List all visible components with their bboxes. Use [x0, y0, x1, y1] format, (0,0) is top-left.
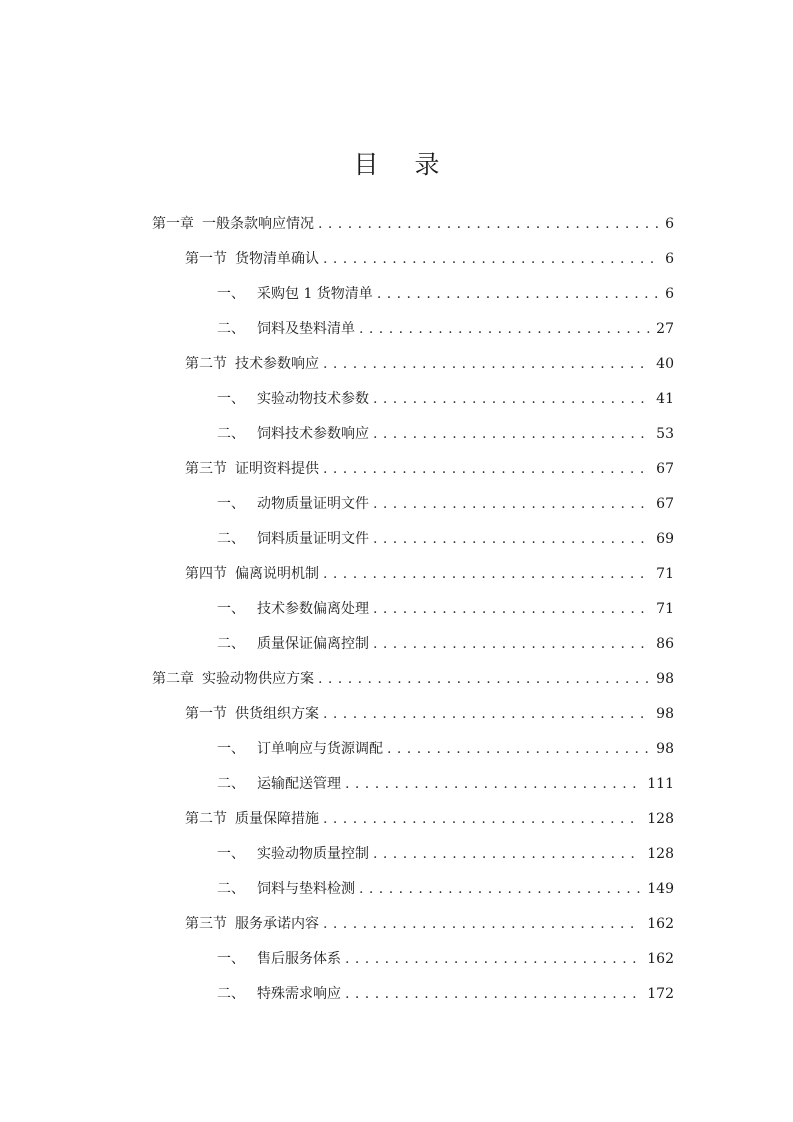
dot-leader [323, 461, 650, 477]
toc-entry-number: 二、 [217, 426, 245, 442]
dot-leader [345, 986, 641, 1002]
toc-entry-subsection[interactable] [217, 738, 674, 762]
toc-entry-subsection[interactable] [217, 493, 674, 517]
page-title: 目 录 [353, 150, 454, 179]
toc-entry-page: 27 [656, 321, 674, 337]
toc-entry-text: 一般条款响应情况 [202, 216, 314, 232]
toc-entry-section[interactable] [185, 353, 674, 377]
toc-entry-number: 二、 [217, 776, 245, 792]
toc-entry-text: 运输配送管理 [257, 776, 341, 792]
toc-entry-page: 98 [656, 671, 674, 687]
toc-entry-subsection[interactable] [217, 283, 674, 307]
toc-entry-page: 162 [647, 951, 674, 967]
toc-entry-number: 一、 [217, 391, 245, 407]
toc-entry-text: 服务承诺内容 [235, 916, 319, 932]
toc-entry-text: 饲料与垫料检测 [257, 881, 355, 897]
toc-entry-subsection[interactable] [217, 773, 674, 797]
toc-entry-text: 饲料及垫料清单 [257, 321, 355, 337]
toc-entry-number: 二、 [217, 321, 245, 337]
dot-leader [323, 356, 650, 372]
toc-entry-text: 货物清单确认 [235, 251, 319, 267]
toc-entry-subsection[interactable] [217, 948, 674, 972]
dot-leader [323, 916, 641, 932]
toc-entry-text: 动物质量证明文件 [257, 496, 369, 512]
toc-entry-text: 质量保证偏离控制 [257, 636, 369, 652]
toc-entry-page: 71 [656, 601, 674, 617]
dot-leader [359, 321, 650, 337]
toc-entry-number: 一、 [217, 741, 245, 757]
toc-entry-page: 6 [665, 251, 674, 267]
toc-entry-text: 饲料技术参数响应 [257, 426, 369, 442]
toc-entry-section[interactable] [185, 703, 674, 727]
toc-entry-number: 二、 [217, 636, 245, 652]
toc-entry-page: 53 [656, 426, 674, 442]
dot-leader [387, 741, 650, 757]
toc-entry-page: 128 [647, 811, 674, 827]
toc-entry-number: 第二章 [152, 671, 194, 687]
toc-entry-number: 第一章 [152, 216, 194, 232]
toc-entry-section[interactable] [185, 913, 674, 937]
toc-entry-page: 71 [656, 566, 674, 582]
toc-entry-page: 98 [656, 706, 674, 722]
toc-entry-section[interactable] [185, 458, 674, 482]
dot-leader [373, 636, 650, 652]
toc-entry-text: 采购包 1 货物清单 [257, 286, 373, 302]
dot-leader [373, 601, 650, 617]
toc-entry-number: 一、 [217, 601, 245, 617]
toc-entry-subsection[interactable] [217, 388, 674, 412]
toc-entry-page: 67 [656, 461, 674, 477]
toc-entry-page: 172 [647, 986, 674, 1002]
toc-entry-page: 41 [656, 391, 674, 407]
toc-entry-text: 偏离说明机制 [235, 566, 319, 582]
toc-entry-text: 供货组织方案 [235, 706, 319, 722]
toc-entry-number: 第三节 [185, 461, 227, 477]
toc-entry-subsection[interactable] [217, 423, 674, 447]
toc-entry-page: 6 [665, 286, 674, 302]
toc-entry-text: 技术参数响应 [235, 356, 319, 372]
toc-entry-number: 第一节 [185, 251, 227, 267]
toc-entry-text: 实验动物技术参数 [257, 391, 369, 407]
toc-entry-chapter-1[interactable] [152, 213, 674, 237]
toc-entry-page: 162 [647, 916, 674, 932]
toc-entry-text: 证明资料提供 [235, 461, 319, 477]
dot-leader [323, 706, 650, 722]
toc-entry-number: 二、 [217, 986, 245, 1002]
dot-leader [373, 391, 650, 407]
toc-entry-number: 第三节 [185, 916, 227, 932]
toc-entry-chapter-2[interactable] [152, 668, 674, 692]
toc-entry-number: 第二节 [185, 811, 227, 827]
toc-entry-number: 一、 [217, 496, 245, 512]
toc-entry-subsection[interactable] [217, 983, 674, 1007]
toc-entry-page: 86 [656, 636, 674, 652]
dot-leader [373, 531, 650, 547]
toc-entry-subsection[interactable] [217, 318, 674, 342]
toc-entry-number: 一、 [217, 846, 245, 862]
toc-entry-section[interactable] [185, 248, 674, 272]
dot-leader [345, 776, 641, 792]
toc-entry-number: 第二节 [185, 356, 227, 372]
toc-entry-text: 售后服务体系 [257, 951, 341, 967]
toc-entry-subsection[interactable] [217, 598, 674, 622]
toc-entry-subsection[interactable] [217, 633, 674, 657]
toc-entry-text: 实验动物质量控制 [257, 846, 369, 862]
toc-entry-text: 技术参数偏离处理 [257, 601, 369, 617]
toc-entry-page: 6 [665, 216, 674, 232]
toc-entry-number: 一、 [217, 286, 245, 302]
toc-entry-page: 149 [647, 881, 674, 897]
toc-entry-page: 67 [656, 496, 674, 512]
toc-entry-subsection[interactable] [217, 843, 674, 867]
toc-entry-section[interactable] [185, 808, 674, 832]
dot-leader [318, 216, 659, 232]
toc-entry-text: 订单响应与货源调配 [257, 741, 383, 757]
dot-leader [373, 426, 650, 442]
toc-entry-section[interactable] [185, 563, 674, 587]
dot-leader [323, 811, 641, 827]
toc-entry-subsection[interactable] [217, 528, 674, 552]
toc-entry-number: 二、 [217, 881, 245, 897]
toc-entry-text: 特殊需求响应 [257, 986, 341, 1002]
toc-entry-text: 实验动物供应方案 [202, 671, 314, 687]
toc-entry-page: 69 [656, 531, 674, 547]
dot-leader [318, 671, 650, 687]
toc-entry-number: 二、 [217, 531, 245, 547]
dot-leader [373, 496, 650, 512]
toc-entry-page: 128 [647, 846, 674, 862]
toc-entry-page: 98 [656, 741, 674, 757]
dot-leader [377, 286, 659, 302]
dot-leader [323, 251, 659, 267]
toc-entry-text: 饲料质量证明文件 [257, 531, 369, 547]
toc-entry-number: 第一节 [185, 706, 227, 722]
dot-leader [345, 951, 641, 967]
toc-entry-number: 第四节 [185, 566, 227, 582]
toc-entry-subsection[interactable] [217, 878, 674, 902]
toc-entry-page: 40 [656, 356, 674, 372]
toc-entry-page: 111 [647, 776, 674, 792]
dot-leader [323, 566, 650, 582]
toc-entry-text: 质量保障措施 [235, 811, 319, 827]
dot-leader [373, 846, 641, 862]
dot-leader [359, 881, 641, 897]
toc-entry-number: 一、 [217, 951, 245, 967]
